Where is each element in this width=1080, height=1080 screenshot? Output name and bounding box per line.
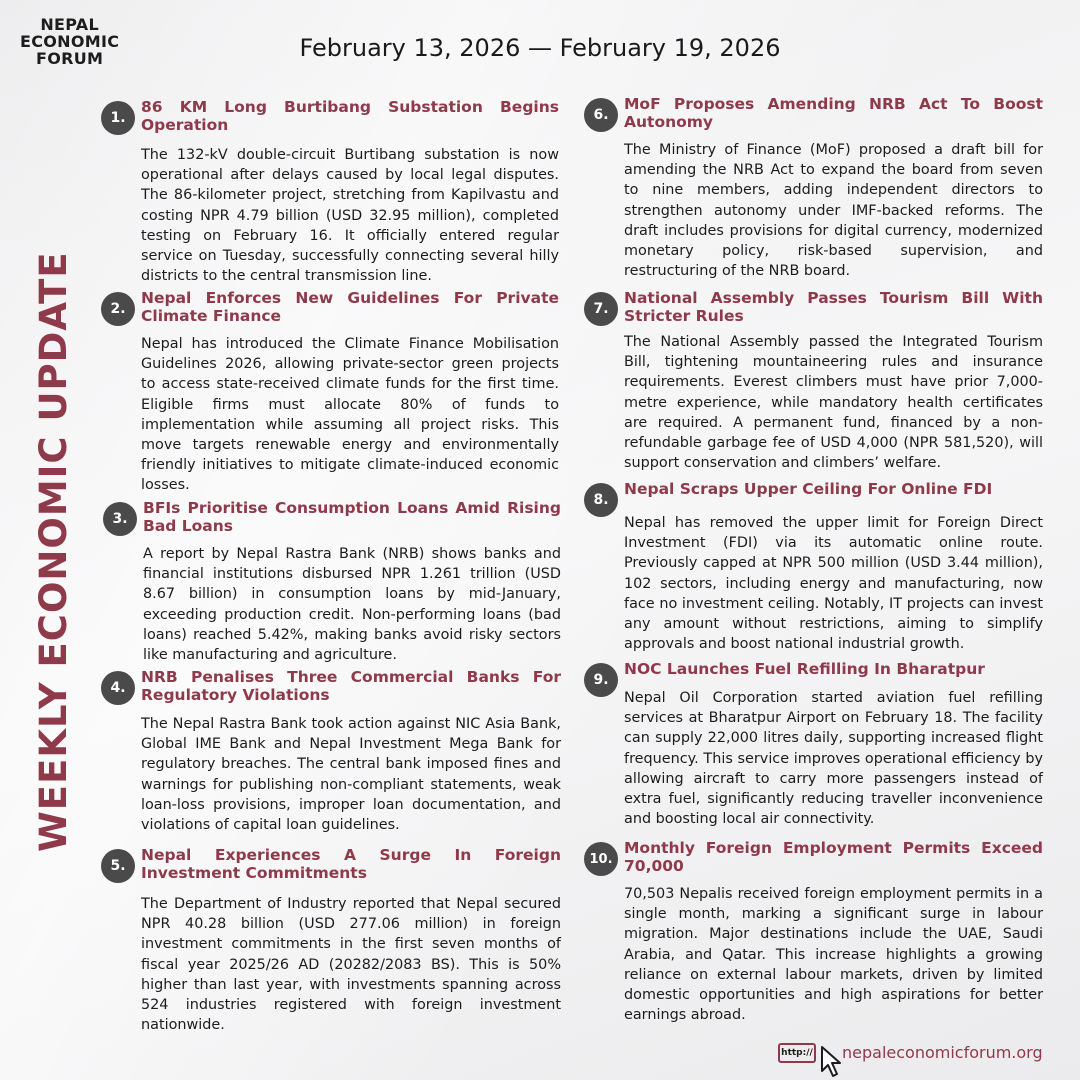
item-body: Nepal has introduced the Climate Finance Mobilisation Guidelines 2026, allowing private-sector green projects to access state-received climate funds for the first time. Eligible firms must allocate 80% of funds to implementation while assuming all project risks. This move targets renewable energy and environmentally friendly initiatives to mitigate climate-induced economic losses. xyxy=(141,336,559,494)
item-number-badge: 1. xyxy=(101,101,135,135)
side-title: WEEKLY ECONOMIC UPDATE xyxy=(32,251,75,852)
item-body: 70,503 Nepalis received foreign employment permits in a single month, marking a significant surge in labour migration. Major destinations include the UAE, Saudi Arabia, and Qatar. This increase highlights a growing reliance on external labour markets, driven by limited domestic opportunities and high aspirations for better earnings abroad. xyxy=(624,886,1043,1024)
item-body: The 132-kV double-circuit Burtibang substation is now operational after delays caused by local legal disputes. The 86-kilometer project, stretching from Kapilvastu and costing NPR 4.79 billion (USD 32.95 million), completed testing on February 16. It officially entered regular service on Tuesday, successfully connecting several hilly districts to the central transmission line. xyxy=(141,147,559,285)
item-number-badge: 6. xyxy=(584,98,618,132)
item-number-badge: 2. xyxy=(101,292,135,326)
item-number-badge: 10. xyxy=(584,842,618,876)
item-headline: Nepal Enforces New Guidelines For Private Climate Finance xyxy=(141,289,559,325)
item-body: Nepal has removed the upper limit for Foreign Direct Investment (FDI) via its automatic online route. Previously capped at NPR 500 million (USD 3.44 million), 102 sectors, including energy and manufacturing, now face no investment ceiling. Notably, IT projects can invest any amount without restrictions, aiming to simplify approvals and boost national industrial growth. xyxy=(624,515,1043,653)
item-headline: BFIs Prioritise Consumption Loans Amid Rising Bad Loans xyxy=(143,499,561,535)
brand-line-3: FORUM xyxy=(36,49,104,68)
brand-line-2: ECONOMIC xyxy=(20,32,120,51)
item-body: The Nepal Rastra Bank took action against NIC Asia Bank, Global IME Bank and Nepal Investment Mega Bank for regulatory breaches. The central bank imposed fines and warnings for publishing non-compliant statements, weak loan-loss provisions, improper loan documentation, and violations of capital loan guidelines. xyxy=(141,716,561,834)
item-headline: NOC Launches Fuel Refilling In Bharatpur xyxy=(624,660,985,678)
http-label: http:// xyxy=(781,1048,813,1058)
item-number-badge: 4. xyxy=(101,671,135,705)
cursor-arrow-icon xyxy=(820,1045,842,1079)
website-link[interactable]: nepaleconomicforum.org xyxy=(842,1043,1043,1062)
date-range: February 13, 2026 — February 19, 2026 xyxy=(299,34,781,62)
item-headline: Nepal Experiences A Surge In Foreign Investment Commitments xyxy=(141,846,561,882)
item-number-badge: 3. xyxy=(103,502,137,536)
http-label-box xyxy=(778,1043,816,1063)
item-headline: Nepal Scraps Upper Ceiling For Online FDI xyxy=(624,480,993,498)
item-number-badge: 7. xyxy=(584,292,618,326)
item-headline: NRB Penalises Three Commercial Banks For Regulatory Violations xyxy=(141,668,561,704)
brand-line-1: NEPAL xyxy=(40,15,99,34)
item-body: Nepal Oil Corporation started aviation fuel refilling services at Bharatpur Airport on February 18. The facility can supply 22,000 litres daily, supporting increased flight frequency. This service improves operational efficiency by allowing aircraft to carry more passengers instead of extra fuel, significantly reducing traveller inconvenience and boosting local air connectivity. xyxy=(624,690,1043,828)
item-headline: 86 KM Long Burtibang Substation Begins Operation xyxy=(141,98,559,134)
item-number-badge: 5. xyxy=(101,849,135,883)
item-body: A report by Nepal Rastra Bank (NRB) shows banks and financial institutions disbursed NPR 1.261 trillion (USD 8.67 billion) in consumption loans by mid-January, exceeding production credit. Non-performing loans (bad loans) reached 5.42%, making banks avoid risky sectors like manufacturing and agriculture. xyxy=(143,546,561,664)
item-body: The National Assembly passed the Integrated Tourism Bill, tightening mountaineering rules and insurance requirements. Everest climbers must have prior 7,000-metre experience, while mandatory health certificates are required. A permanent fund, financed by a non-refundable garbage fee of USD 4,000 (NPR 581,520), will support conservation and climbers’ welfare. xyxy=(624,334,1043,472)
item-number-badge: 9. xyxy=(584,663,618,697)
item-number-badge: 8. xyxy=(584,483,618,517)
item-headline: MoF Proposes Amending NRB Act To Boost Autonomy xyxy=(624,95,1043,131)
item-body: The Department of Industry reported that Nepal secured NPR 40.28 billion (USD 277.06 million) in foreign investment commitments in the first seven months of fiscal year 2025/26 AD (20282/2083 BS). This is 50% higher than last year, with investments spanning across 524 industries registered with foreign investment nationwide. xyxy=(141,896,561,1034)
item-headline: Monthly Foreign Employment Permits Exceed 70,000 xyxy=(624,839,1043,875)
item-body: The Ministry of Finance (MoF) proposed a draft bill for amending the NRB Act to expand the board from seven to nine members, adding independent directors to strengthen autonomy under IMF-backed reforms. The draft includes provisions for digital currency, modernized monetary policy, risk-based supervision, and restructuring of the NRB board. xyxy=(624,142,1043,280)
item-headline: National Assembly Passes Tourism Bill With Stricter Rules xyxy=(624,289,1043,325)
